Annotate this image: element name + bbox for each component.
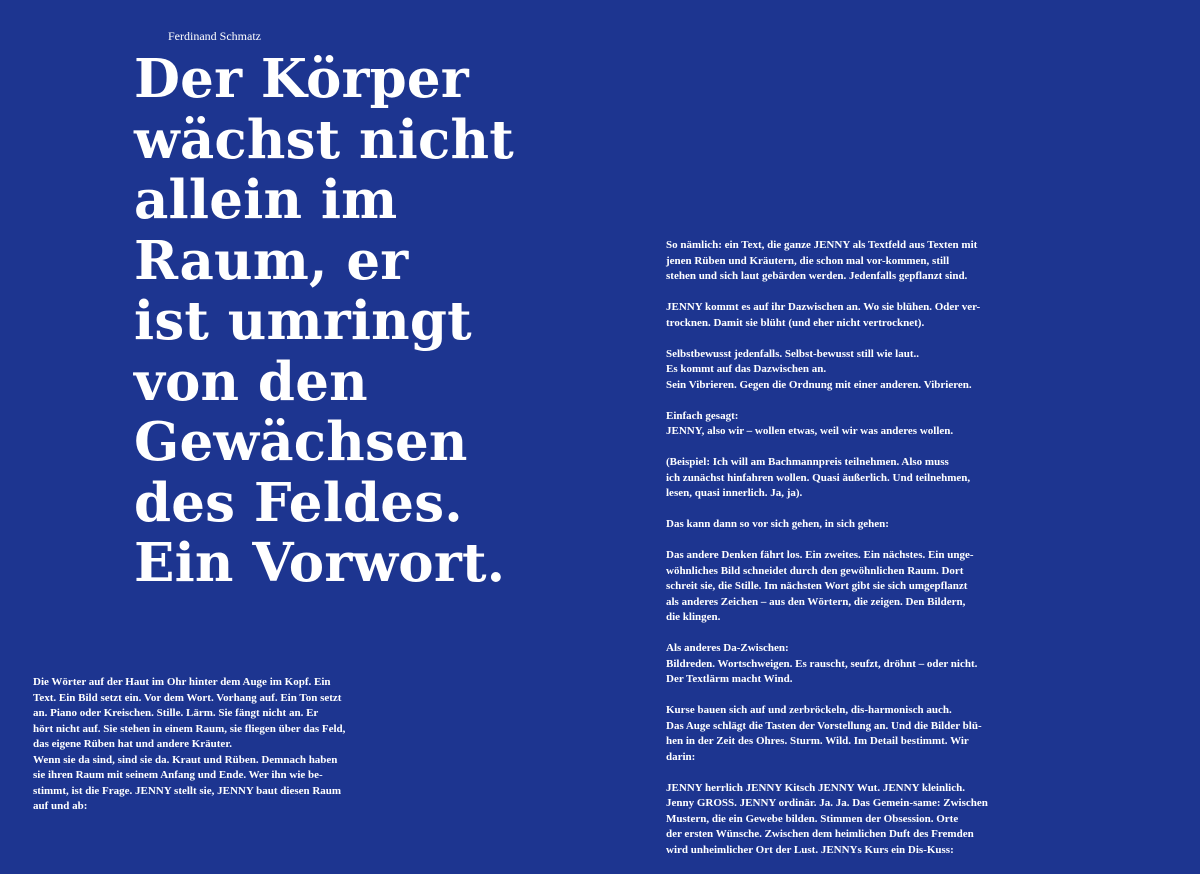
left-text-column (33, 675, 363, 815)
text-line: Wenn sie da sind, sind sie da. Kraut und Rüben. Demnach haben (33, 753, 338, 766)
text-line: Mustern, die ein Gewebe bilden. Stimmen der Obsession. Orte (666, 812, 959, 825)
text-line: an. Piano oder Kreischen. Stille. Lärm. Sie fängt nicht an. Er (33, 707, 319, 719)
paragraph (666, 641, 1006, 688)
title-line: Ein Vorwort. (134, 532, 506, 594)
text-line: Bildreden. Wortschweigen. Es rauscht, seufzt, dröhnt – oder nicht. (666, 657, 978, 670)
text-line: wöhnliches Bild schneidet durch den gewöhnlichen Raum. Dort (666, 564, 964, 577)
text-line: JENNY herrlich JENNY Kitsch JENNY Wut. JENNY kleinlich. (666, 781, 965, 794)
text-line: Das kann dann so vor sich gehen, in sich gehen: (666, 518, 889, 530)
text-line: wird unheimlicher Ort der Lust. JENNYs Kurs ein Dis-Kuss: (666, 843, 954, 856)
paragraph (666, 781, 1006, 859)
text-line: Jenny GROSS. JENNY ordinär. Ja. Ja. Das Gemein-same: Zwischen (666, 797, 988, 809)
title-line: ist umringt (134, 290, 472, 352)
title-line: wächst nicht (134, 108, 514, 171)
text-line: schreit sie, die Stille. Im nächsten Wort gibt sie sich umgepflanzt (666, 580, 968, 592)
text-line: Als anderes Da-Zwischen: (666, 642, 789, 654)
text-line: Der Textlärm macht Wind. (666, 673, 793, 685)
text-line: Das andere Denken fährt los. Ein zweites. Ein nächstes. Ein unge- (666, 549, 974, 561)
text-line: sie ihren Raum mit seinem Anfang und Ende. Wer ihn wie be- (33, 769, 323, 781)
right-text-column (666, 238, 1006, 874)
paragraph (666, 300, 1006, 331)
title-line: Raum, er (134, 229, 409, 292)
text-line: Kurse bauen sich auf und zerbröckeln, dis-harmonisch auch. (666, 704, 952, 716)
text-line: Einfach gesagt: (666, 409, 739, 422)
text-line: die klingen. (666, 611, 721, 623)
paragraph (666, 703, 1006, 765)
text-line: als anderes Zeichen – aus den Wörtern, die zeigen. Den Bildern, (666, 595, 966, 608)
text-line: So nämlich: ein Text, die ganze JENNY als Textfeld aus Texten mit (666, 239, 978, 251)
text-line: hen in der Zeit des Ohres. Sturm. Wild. Im Detail bestimmt. Wir (666, 735, 969, 747)
text-line: jenen Rüben und Kräutern, die schon mal vor-kommen, still (666, 254, 950, 267)
paragraph (666, 548, 1006, 626)
text-line: JENNY, also wir – wollen etwas, weil wir was anderes wollen. (666, 425, 954, 437)
text-line: hört nicht auf. Sie stehen in einem Raum, sie fliegen über das Feld, (33, 722, 346, 735)
title-line: von den (134, 350, 368, 413)
text-line: Es kommt auf das Dazwischen an. (666, 363, 827, 375)
text-line: darin: (666, 750, 696, 763)
paragraph (666, 347, 1006, 394)
text-line: stimmt, ist die Frage. JENNY stellt sie, JENNY baut diesen Raum (33, 784, 342, 797)
text-line: JENNY kommt es auf ihr Dazwischen an. Wo sie blühen. Oder ver- (666, 301, 981, 313)
paragraph (666, 238, 1006, 285)
author-name: Ferdinand Schmatz (168, 29, 261, 43)
text-line: lesen, quasi innerlich. Ja, ja). (666, 487, 803, 499)
title-line: Gewächsen (134, 411, 468, 473)
text-line: auf und ab: (33, 800, 88, 812)
text-line: ich zunächst hinfahren wollen. Quasi äußerlich. Und teilnehmen, (666, 471, 971, 484)
text-line: stehen und sich laut gebärden werden. Jedenfalls gepflanzt sind. (666, 270, 968, 282)
title-line: des Feldes. (134, 471, 463, 534)
title-line: allein im (134, 169, 398, 231)
page-title (134, 49, 554, 594)
text-line: Sein Vibrieren. Gegen die Ordnung mit einer anderen. Vibrieren. (666, 378, 972, 391)
text-line: Die Wörter auf der Haut im Ohr hinter dem Auge im Kopf. Ein (33, 676, 331, 688)
paragraph (666, 455, 1006, 502)
text-line: trocknen. Damit sie blüht (und eher nicht vertrocknet). (666, 316, 925, 329)
text-line: (Beispiel: Ich will am Bachmannpreis teilnehmen. Also muss (666, 456, 949, 468)
text-line: Text. Ein Bild setzt ein. Vor dem Wort. Vorhang auf. Ein Ton setzt (33, 691, 342, 704)
paragraph (666, 517, 1006, 533)
paragraph (666, 409, 1006, 440)
title-line: Der Körper (134, 48, 469, 110)
text-line: das eigene Rüben hat und andere Kräuter. (33, 738, 232, 750)
text-line: der ersten Wünsche. Zwischen dem heimlichen Duft des Fremden (666, 828, 974, 840)
text-line: Selbstbewusst jedenfalls. Selbst-bewusst still wie laut.. (666, 347, 920, 360)
text-line: Das Auge schlägt die Tasten der Vorstellung an. Und die Bilder blü- (666, 719, 982, 732)
